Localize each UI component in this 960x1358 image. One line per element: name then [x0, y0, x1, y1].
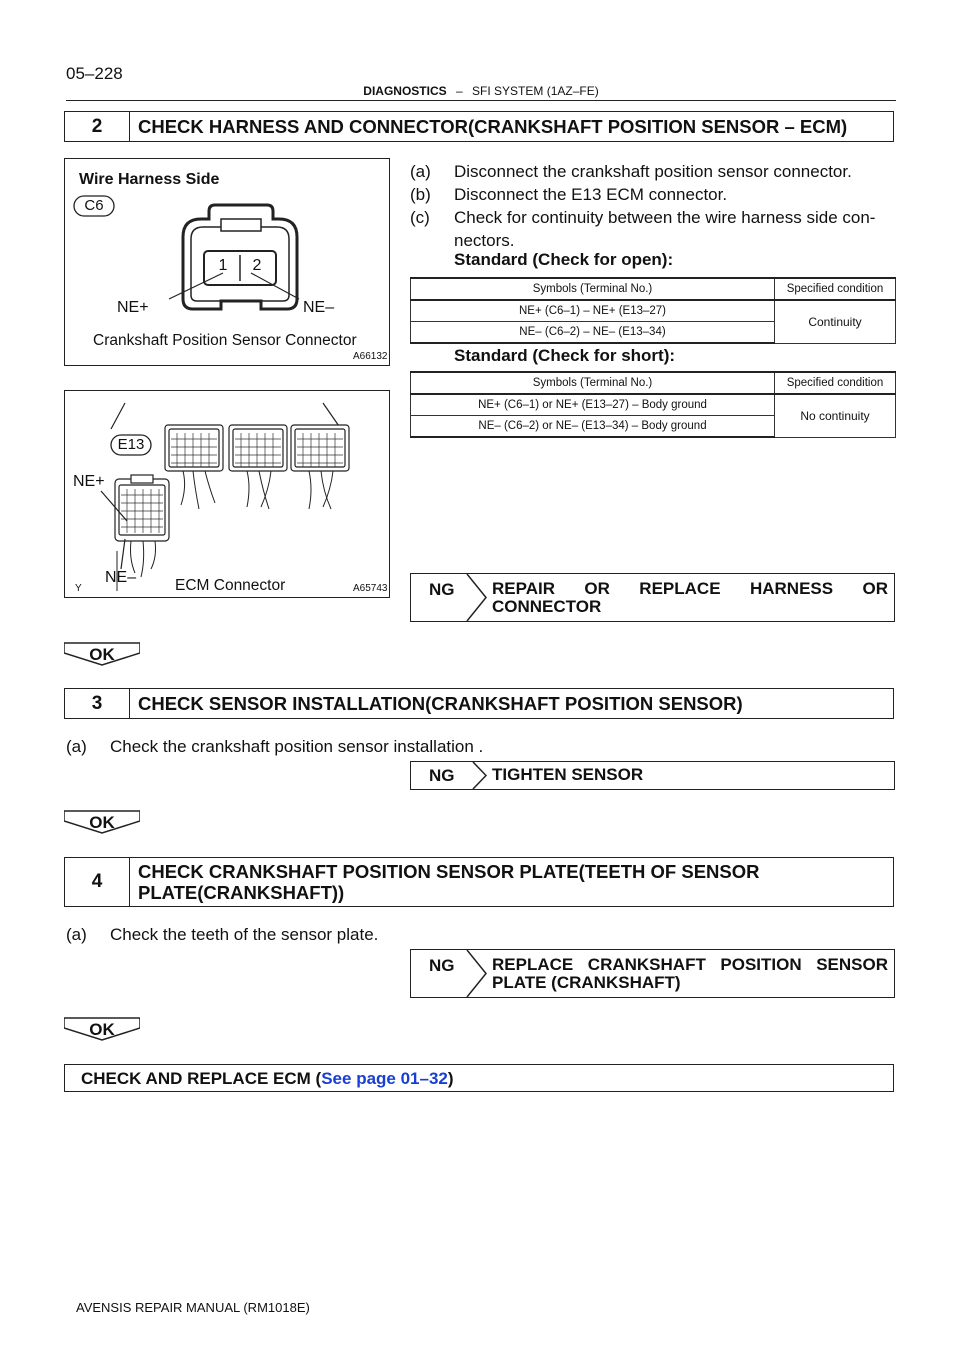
step-2-ng-label: NG — [429, 580, 455, 599]
header-section: DIAGNOSTICS — [363, 84, 447, 98]
ne-plus-label: NE+ — [117, 299, 149, 316]
c6-connector-tag: C6 — [84, 197, 104, 214]
final-action-close: ) — [447, 1069, 454, 1088]
step-2-instructions — [410, 160, 896, 252]
instruction-a — [410, 160, 896, 183]
step-3-title: CHECK SENSOR INSTALLATION(CRANKSHAFT POSITION SENSOR) — [138, 693, 743, 714]
open-table-condition: Continuity — [775, 300, 896, 343]
see-page-link[interactable]: See page 01–32 — [321, 1069, 448, 1088]
open-table-row-2: NE– (C6–2) – NE– (E13–34) — [411, 322, 775, 344]
instruction-a-label: (a) — [410, 162, 431, 181]
step-4-ok — [64, 1017, 140, 1041]
ecm-connector-figure — [64, 390, 390, 598]
header-separator: – — [455, 84, 463, 98]
instruction-c-cont — [410, 229, 896, 252]
instruction-b-label: (b) — [410, 185, 431, 204]
step-4-instruction-label: (a) — [66, 925, 87, 944]
step-2-ng-action-line-2: CONNECTOR — [492, 597, 602, 616]
short-table-row-2: NE– (C6–2) or NE– (E13–34) – Body ground — [411, 416, 775, 438]
open-table-col2: Specified condition — [775, 278, 896, 300]
pin-1-label: 1 — [218, 257, 228, 274]
fig1-caption: Crankshaft Position Sensor Connector — [93, 332, 357, 349]
fig1-code: A66132 — [353, 351, 388, 362]
ecm-ne-minus-label: NE– — [105, 569, 137, 586]
page-footer: AVENSIS REPAIR MANUAL (RM1018E) — [76, 1300, 310, 1315]
standard-short-table — [410, 371, 896, 438]
standard-open-label: Standard (Check for open): — [454, 250, 674, 269]
header-subsection: SFI SYSTEM (1AZ–FE) — [472, 84, 599, 98]
step-3-instruction — [66, 735, 896, 758]
ecm-connector-drawing — [65, 391, 389, 597]
step-3-number: 3 — [65, 689, 130, 718]
step-4-ng-action-line-2: PLATE (CRANKSHAFT) — [492, 973, 681, 992]
step-3-ng-action: TIGHTEN SENSOR — [492, 765, 644, 784]
sensor-connector-figure — [64, 158, 390, 366]
step-4-title-line-2: PLATE(CRANKSHAFT)) — [138, 882, 345, 903]
step-2-ng-action-line-1: REPAIR OR REPLACE HARNESS OR — [492, 579, 888, 598]
ne-minus-label: NE– — [303, 299, 335, 316]
step-4-ng-action — [486, 950, 894, 997]
instruction-c-text-2: nectors. — [454, 231, 515, 250]
step-2-number: 2 — [65, 112, 130, 141]
step-3-ng-box — [410, 761, 895, 790]
instruction-b — [410, 183, 896, 206]
instruction-b-text: Disconnect the E13 ECM connector. — [454, 185, 728, 204]
instruction-a-text: Disconnect the crankshaft position sensor connector. — [454, 162, 852, 181]
step-3-instruction-label: (a) — [66, 737, 87, 756]
step-4-ng-label: NG — [429, 956, 455, 975]
step-2-ok — [64, 642, 140, 666]
short-table-condition: No continuity — [775, 394, 896, 437]
step-4-number: 4 — [65, 858, 130, 906]
step-4-instruction — [66, 923, 896, 946]
step-2-ng-box — [410, 573, 895, 622]
e13-connector-tag: E13 — [117, 436, 145, 453]
step-3-ok — [64, 810, 140, 834]
pin-2-label: 2 — [252, 257, 262, 274]
open-table-row-1: NE+ (C6–1) – NE+ (E13–27) — [411, 300, 775, 322]
step-4-ng — [411, 950, 486, 997]
step-3-ng-label: NG — [429, 766, 455, 785]
step-4-ng-box — [410, 949, 895, 998]
page-header — [66, 84, 896, 101]
step-2-ok-label: OK — [89, 645, 115, 664]
step-3-instruction-text: Check the crankshaft position sensor installation . — [110, 737, 484, 756]
final-action-text: CHECK AND REPLACE ECM ( — [81, 1069, 322, 1088]
open-table-col1: Symbols (Terminal No.) — [411, 278, 775, 300]
step-4-ok-label: OK — [89, 1020, 115, 1039]
fig2-corner-mark: Y — [75, 583, 82, 594]
short-table-col1: Symbols (Terminal No.) — [411, 372, 775, 394]
step-4-instruction-text: Check the teeth of the sensor plate. — [110, 925, 379, 944]
step-2-ng-action — [486, 574, 894, 621]
step-3-ok-label: OK — [89, 813, 115, 832]
short-table-row-1: NE+ (C6–1) or NE+ (E13–27) – Body ground — [411, 394, 775, 416]
instruction-c — [410, 206, 896, 229]
step-4-title — [130, 858, 893, 906]
page-number: 05–228 — [66, 64, 123, 83]
instruction-c-label: (c) — [410, 208, 430, 227]
fig2-caption: ECM Connector — [175, 577, 286, 594]
fig2-code: A65743 — [353, 583, 388, 594]
step-2-ng — [411, 574, 486, 621]
standard-open-table — [410, 277, 896, 344]
step-3-ng — [411, 762, 486, 789]
fig1-title: Wire Harness Side — [79, 171, 220, 188]
step-2-title: CHECK HARNESS AND CONNECTOR(CRANKSHAFT POSITION SENSOR – ECM) — [138, 116, 848, 137]
step-4-header — [64, 857, 894, 907]
step-4-ng-action-line-1: REPLACE CRANKSHAFT POSITION SENSOR — [492, 955, 888, 974]
final-action-box — [64, 1064, 894, 1092]
instruction-c-text: Check for continuity between the wire harness side con- — [454, 208, 876, 227]
step-3-header — [64, 688, 894, 719]
ecm-ne-plus-label: NE+ — [73, 473, 105, 490]
step-2-header — [64, 111, 894, 142]
short-table-col2: Specified condition — [775, 372, 896, 394]
step-4-title-line-1: CHECK CRANKSHAFT POSITION SENSOR PLATE(TEETH OF SENSOR — [138, 861, 760, 882]
standard-short-label: Standard (Check for short): — [454, 346, 676, 365]
